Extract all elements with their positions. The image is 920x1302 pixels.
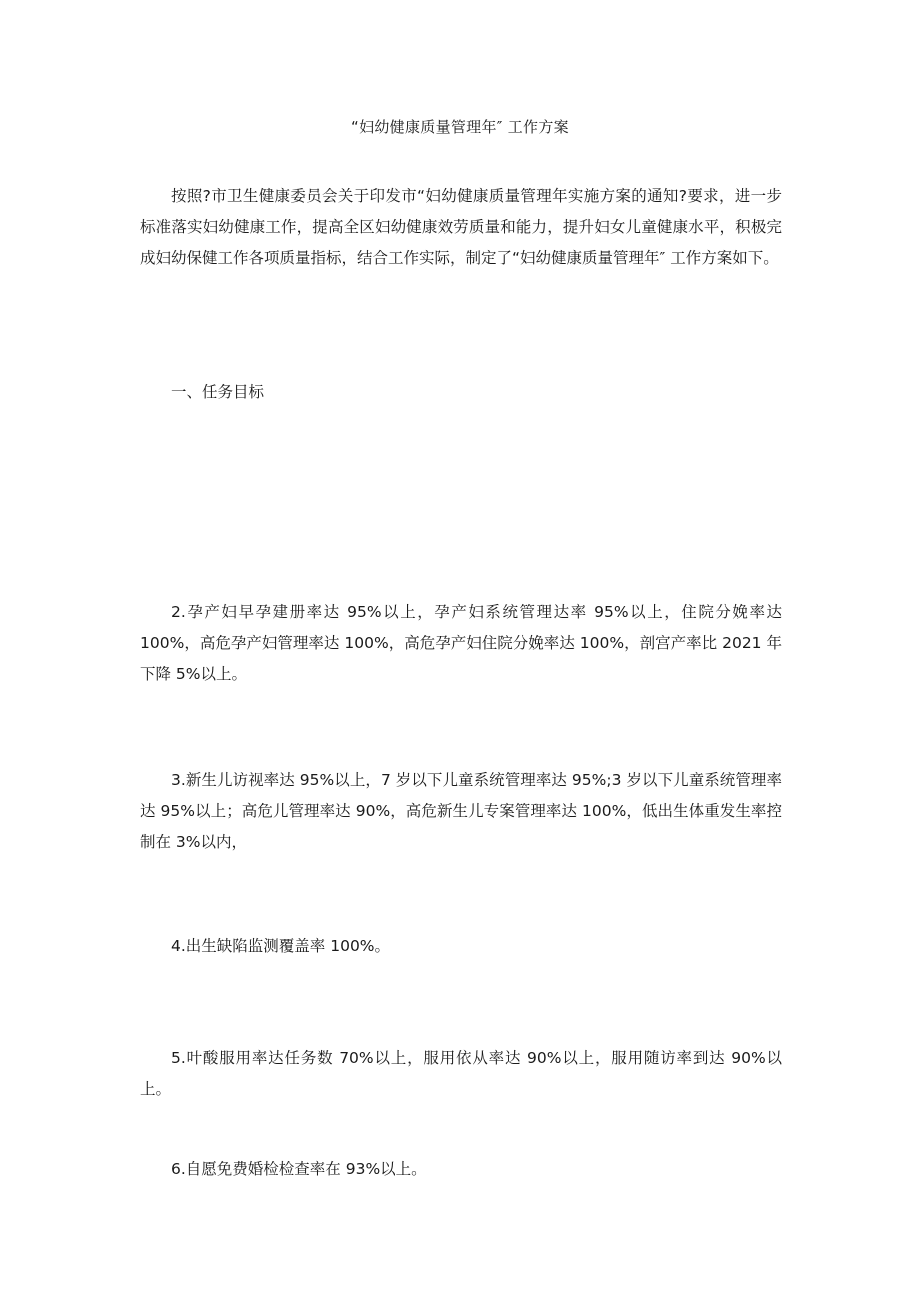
goal-item-2: 2.孕产妇早孕建册率达 95%以上，孕产妇系统管理达率 95%以上，住院分娩率达 100%，高危孕产妇管理率达 100%，高危孕产妇住院分娩率达 100%，剖宫产率比 2021 年下降 5%以上。 (140, 603, 782, 683)
document-title: “妇幼健康质量管理年″ 工作方案 (351, 118, 569, 136)
intro-paragraph: 按照?市卫生健康委员会关于印发市“妇幼健康质量管理年实施方案的通知?要求，进一步标准落实妇幼健康工作，提高全区妇幼健康效劳质量和能力，提升妇女儿童健康水平，积极完成妇幼保健工作各项质量指标，结合工作实际，制定了“妇幼健康质量管理年″ 工作方案如下。 (140, 187, 782, 267)
goal-item-3: 3.新生儿访视率达 95%以上，7 岁以下儿童系统管理率达 95%;3 岁以下儿童系统管理率达 95%以上；高危儿管理率达 90%，高危新生儿专案管理率达 100%，低出生体重发生率控制在 3%以内， (140, 771, 782, 851)
goal-item-6: 6.自愿免费婚检检查率在 93%以上。 (171, 1160, 427, 1178)
goal-item-5: 5.叶酸服用率达任务数 70%以上，服用依从率达 90%以上，服用随访率到达 90%以上。 (140, 1049, 782, 1098)
goal-item-4: 4.出生缺陷监测覆盖率 100%。 (171, 937, 391, 955)
section-heading-task-goals: 一、任务目标 (171, 383, 265, 401)
